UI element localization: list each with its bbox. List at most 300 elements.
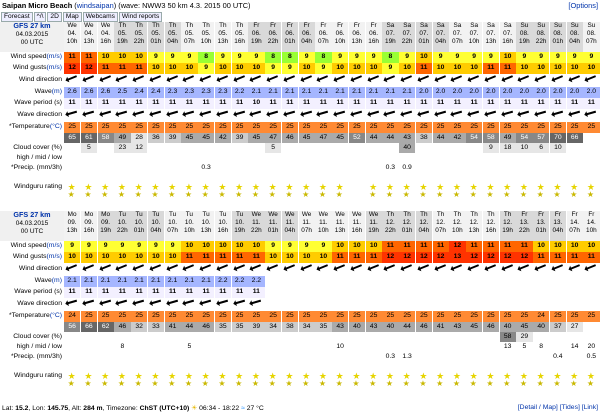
time-cell [131,22,147,52]
wave-cell: 2.1 [299,87,315,98]
cloud-mid-cell [433,143,449,153]
cloud-low-cell: 62 [98,322,114,332]
temperature-cell: 25 [449,122,465,133]
wind-direction-cell [315,263,331,276]
temperature-cell: 25 [416,122,432,133]
wind-direction-cell [265,74,281,87]
wave-direction-cell [114,298,130,311]
time-cell [299,211,315,241]
cloud-low-cell: 38 [282,322,298,332]
time-cell [583,211,599,241]
time-cell [131,211,147,241]
wind-direction-cell [148,263,164,276]
wind-gusts-cell: 11 [198,252,214,263]
hour-label: 16h [83,227,95,234]
cloud-high-cell [466,153,482,163]
wave-cell: 2.0 [466,87,482,98]
wave-cell: 2.1 [131,276,147,287]
wave-direction-cell [215,298,231,311]
wave-cell: 2.1 [98,276,114,287]
rating-star-icon [202,366,211,377]
rating-star-icon [185,366,194,377]
cloud-high-cell [232,342,248,352]
wind-arrow-icon [452,264,462,270]
wind-arrow-icon [570,75,580,81]
wave-period-cell: 11 [416,98,432,109]
unit-ms-link[interactable]: (m/s) [46,64,62,71]
wind-direction-cell [567,74,583,87]
wave-direction-cell [466,298,482,311]
wind-speed-cell: 9 [282,241,298,252]
cloud-low-cell: 56 [64,322,80,332]
rating-star-icon [386,177,395,188]
temperature-cell: 25 [466,122,482,133]
wave-period-cell: 11 [131,98,147,109]
unit-m-link[interactable]: (m) [51,277,62,284]
wave-direction-row [0,298,600,311]
temperature-cell: 25 [349,122,365,133]
rating-cell [248,173,264,201]
wave-cell: 2.1 [64,276,80,287]
wave-direction-cell [500,109,516,122]
temperature-row [0,122,600,133]
unit-m-link[interactable]: (m) [51,88,62,95]
wave-cell: 2.0 [483,87,499,98]
day-label: Fr [588,211,595,218]
temperature-cell: 25 [148,311,164,322]
cloud-mid-cell [64,143,80,153]
wind-speed-cell: 10 [181,241,197,252]
cloud-mid-cell [198,332,214,342]
cloud-high-cell [148,342,164,352]
time-header [0,211,600,241]
cloud-high-cell [98,342,114,352]
cloud-low-cell: 66 [81,322,97,332]
footer-links[interactable]: [Detail / Map] [Tides] [Link] [517,404,598,411]
cloud-high-row-label [0,154,64,161]
precip-cell: 1.3 [399,352,415,362]
wave-cell: 2.1 [265,87,281,98]
cloud-high-cell [131,342,147,352]
cloud-mid-cell [198,143,214,153]
sun-icon: ☀ [191,405,198,412]
hour-label: 10h [184,227,195,234]
time-cell [215,22,231,52]
wind-speed-cell: 11 [382,241,398,252]
wind-gusts-row-label [0,64,64,71]
wind-arrow-icon [402,75,412,81]
temperature-label: *Temperature [9,123,50,130]
wave-period-cell: 11 [165,98,181,109]
wave-arrow-icon [84,300,94,305]
wave-period-cell: 11 [148,98,164,109]
cloud-mid-cell [98,332,114,342]
unit-ms-link[interactable]: (m/s) [46,242,62,249]
time-cell [550,211,566,241]
wind-speed-cell: 9 [299,52,315,63]
date-label: 08. [553,30,563,37]
graph-icon[interactable]: ^/\ [34,12,47,22]
wave-period-cell: 11 [282,98,298,109]
day-label: Sa [503,22,512,29]
cloud-high-cell [500,153,516,163]
rating-cell [366,362,382,390]
wind-speed-cell: 9 [332,52,348,63]
wave-cell: 2.1 [382,87,398,98]
wave-period-cell: 11 [516,98,532,109]
wave-period-cell [550,287,566,298]
rating-star-icon [302,366,311,377]
wind-arrow-icon [117,264,127,270]
wave-row [0,276,600,287]
date-label: 11. [369,219,378,226]
wind-speed-cell: 8 [265,52,281,63]
cloud-mid-cell [315,332,331,342]
date-label: 12. [452,219,462,226]
cloud-high-cell [550,342,566,352]
wind-arrow-icon [385,75,395,81]
wind-direction-cell [148,74,164,87]
date-label: 10. [235,219,245,226]
cloud-high-row-label [0,343,64,350]
cloud-low-cell [583,133,599,143]
time-cell [282,211,298,241]
wind-direction-cell [483,263,499,276]
hour-label: 22h [267,38,279,45]
day-label: Mo [101,211,111,218]
precip-cell [148,163,164,173]
wave-arrow-icon [268,111,278,116]
cloud-low-cell: 45 [299,133,315,143]
wind-arrow-icon [285,264,295,270]
day-label: Fr [270,22,277,29]
hour-label: 16h [368,38,379,45]
date-label: 10. [117,219,127,226]
rating-star-icon [403,177,412,188]
date-label: 05. [235,30,245,37]
date-label: 06. [352,30,362,37]
hour-label: 22h [385,227,396,234]
mode-2d-select[interactable]: 2D [47,12,61,22]
rating-star-icon [537,177,546,188]
temperature-cell: 25 [533,122,549,133]
wave-arrow-icon [134,111,144,116]
time-cell [299,22,315,52]
wind-gusts-cell: 10 [567,63,583,74]
wind-gusts-cell: 13 [449,252,465,263]
cloud-high-cell [81,342,97,352]
temperature-cell: 25 [466,311,482,322]
tab-webcams[interactable]: Webcams [83,12,118,22]
rating-cell [181,173,197,201]
precip-cell [232,163,248,173]
wave-cell: 2.6 [98,87,114,98]
day-label: Tu [202,211,210,218]
temperature-cell: 25 [366,311,382,322]
temperature-cell: 25 [215,311,231,322]
date-label: 06. [302,30,312,37]
temperature-cell: 25 [315,122,331,133]
wind-speed-cell: 10 [550,241,566,252]
cloud-low-row [0,322,600,332]
wind-arrow-icon [67,264,77,270]
cloud-high-cell [282,153,298,163]
precip-row-label [0,164,64,171]
cloud-mid-cell [416,143,432,153]
model-link[interactable]: GFS 27 km [13,21,51,30]
wind-gusts-cell: 12 [433,252,449,263]
day-label: Tu [219,211,227,218]
wind-direction-cell [232,74,248,87]
wave-arrow-icon [67,111,77,116]
wave-arrow-icon [285,111,295,116]
hour-label: 10h [586,227,597,234]
temperature-cell: 25 [232,122,248,133]
wave-period-cell [315,287,331,298]
options-link[interactable]: [Options] [568,1,598,10]
rating-cell [165,362,181,390]
precip-cell [131,163,147,173]
date-label: 12. [469,219,479,226]
hour-label: 22h [251,227,262,234]
precip-cell [449,352,465,362]
wind-direction-cell [466,74,482,87]
wave-cell: 2.1 [181,276,197,287]
cloud-mid-cell [232,143,248,153]
day-label: We [352,211,362,218]
rating-star-icon [285,177,294,188]
wave-direction-cell [533,109,549,122]
unit-c-link[interactable]: (°C) [49,123,62,130]
day-label: Sa [419,22,428,29]
time-cell [315,22,331,52]
wave-period-row [0,98,600,109]
spot-link[interactable]: windsaipan [76,1,114,10]
precip-cell [265,352,281,362]
wind-gusts-cell: 10 [466,63,482,74]
cloud-mid-cell [215,143,231,153]
wind-arrow-icon [151,75,161,81]
hour-label: 10h [200,38,212,45]
wind-gusts-cell: 11 [349,252,365,263]
wind-arrow-icon [235,75,245,81]
temperature-cell: 25 [416,311,432,322]
wind-direction-cell [282,263,298,276]
temperature-cell: 25 [198,311,214,322]
rating-cell [583,362,599,390]
cloud-mid-cell [349,332,365,342]
time-cell [466,211,482,241]
precip-cell [533,163,549,173]
cloud-high-cell [315,342,331,352]
cloud-low-cell: 42 [449,133,465,143]
time-cell [567,22,583,52]
wave-direction-cell [131,109,147,122]
rating-label: Windguru rating [14,371,62,379]
cloud-mid-cell [567,332,583,342]
rating-cell [315,362,331,390]
hour-label: 22h [401,38,413,45]
rating-cell [148,362,164,390]
cloud-mid-cell [148,332,164,342]
rating-star-icon [336,177,345,188]
wave-period-cell: 11 [500,98,516,109]
tab-wind-reports[interactable]: Wind reports [119,12,162,22]
wind-speed-cell: 9 [265,241,281,252]
wave-arrow-icon [553,111,563,116]
cloud-low-cell: 46 [483,322,499,332]
cloud-high-cell [466,342,482,352]
wind-direction-cell [382,263,398,276]
wave-direction-cell [114,109,130,122]
model-link[interactable]: GFS 27 km [13,210,51,219]
cloud-high-cell [382,153,398,163]
wave-period-cell: 11 [449,98,465,109]
hour-label: 19h [368,227,379,234]
cloud-mid-cell [399,332,415,342]
wave-cell: 2.1 [198,276,214,287]
wind-gusts-cell: 10 [248,63,264,74]
wind-speed-cell: 9 [567,52,583,63]
temperature-row-label [0,123,64,130]
rating-cell [114,362,130,390]
wave-cell: 2.6 [81,87,97,98]
precip-row [0,163,600,173]
day-label: We [67,22,77,29]
precip-cell [416,352,432,362]
spot-header: Saipan Micro Beach (windsaipan) (wave: NWW3 50 km 4.3. 2015 00 UTC) [2,1,251,10]
wind-direction-row-label [0,76,64,83]
wind-arrow-icon [385,264,395,270]
tab-forecast[interactable]: Forecast [1,12,33,22]
wind-arrow-icon [218,264,228,270]
wind-gusts-cell: 11 [483,63,499,74]
hour-label: 13h [351,38,363,45]
wave-period-cell [433,287,449,298]
wind-arrow-icon [402,264,412,270]
wave-cell: 2.3 [198,87,214,98]
cloud-low-cell: 46 [198,322,214,332]
date-label: 05. [201,30,211,37]
wind-speed-label: Wind speed [10,53,47,60]
cloud-low-cell: 38 [416,133,432,143]
wind-speed-cell: 9 [483,52,499,63]
date-label: 10. [168,219,178,226]
wind-speed-cell: 10 [131,52,147,63]
wave-arrow-icon [67,300,77,305]
wave-cell: 2.0 [516,87,532,98]
wind-arrow-icon [134,264,144,270]
precip-cell [516,352,532,362]
rating-star-icon [202,177,211,188]
time-cell [500,22,516,52]
rating-cell [198,362,214,390]
time-cell [550,22,566,52]
cloud-low-cell: 41 [165,322,181,332]
time-cell [449,22,465,52]
cloud-mid-cell [215,332,231,342]
cloud-high-cell [449,153,465,163]
cloud-low-cell: 45 [332,133,348,143]
wave-period-cell: 11 [315,98,331,109]
wave-cell [483,276,499,287]
rating-row [0,362,600,390]
wind-arrow-icon [251,264,261,270]
wave-direction-cell [265,109,281,122]
wind-direction-cell [483,74,499,87]
cloud-high-cell [64,342,80,352]
wind-direction-cell [131,74,147,87]
hour-label: 07h [452,38,463,45]
wave-cell: 2.3 [181,87,197,98]
precip-cell [315,163,331,173]
wind-speed-cell: 10 [583,241,599,252]
time-cell [483,22,499,52]
cloud-low-cell: 44 [181,322,197,332]
day-label: Th [503,211,512,218]
unit-ms-link[interactable]: (m/s) [46,53,62,60]
cloud-low-cell: 39 [248,322,264,332]
wind-arrow-icon [268,264,278,270]
time-cell [500,211,516,241]
hour-label: 01h [150,38,162,45]
wind-direction-cell [433,263,449,276]
date-label: 12. [385,219,395,226]
wave-direction-row [0,109,600,122]
date-label: 05. [117,30,127,37]
date-label: 11. [352,219,362,226]
day-label: Th [420,211,428,218]
precip-cell [332,352,348,362]
cloud-mid-cell [332,332,348,342]
temperature-cell: 25 [181,122,197,133]
hour-label: 10h [66,38,78,45]
rating-cell [349,362,365,390]
date-label: 06. [251,30,261,37]
time-cell [265,211,281,241]
cloud-low-cell: 46 [114,322,130,332]
cloud-low-cell: 46 [416,322,432,332]
day-label: Tu [185,211,193,218]
temperature-cell: 25 [332,311,348,322]
precip-row [0,352,600,362]
spot-title: Saipan Micro Beach [2,1,73,10]
wind-speed-cell: 10 [215,241,231,252]
wind-gusts-cell: 10 [449,63,465,74]
unit-c-link[interactable]: (°C) [49,312,62,319]
cloud-mid-cell [248,332,264,342]
wind-gusts-cell: 11 [500,63,516,74]
cloud-mid-cell [416,332,432,342]
rating-cell [81,173,97,201]
wind-arrow-icon [84,75,94,81]
time-cell [382,22,398,52]
wave-period-cell: 11 [198,287,214,298]
wave-arrow-icon [302,111,312,116]
precip-cell [433,163,449,173]
hour-label: 04h [150,227,162,234]
wave-cell: 2.1 [349,87,365,98]
precip-cell [516,163,532,173]
wave-period-cell [399,287,415,298]
wave-direction-cell [416,298,432,311]
unit-ms-link[interactable]: (m/s) [46,253,62,260]
time-cell [382,211,398,241]
wind-speed-cell: 9 [165,241,181,252]
wind-direction-cell [198,74,214,87]
cloud-high-cell [483,153,499,163]
tab-map[interactable]: Map [63,12,82,22]
